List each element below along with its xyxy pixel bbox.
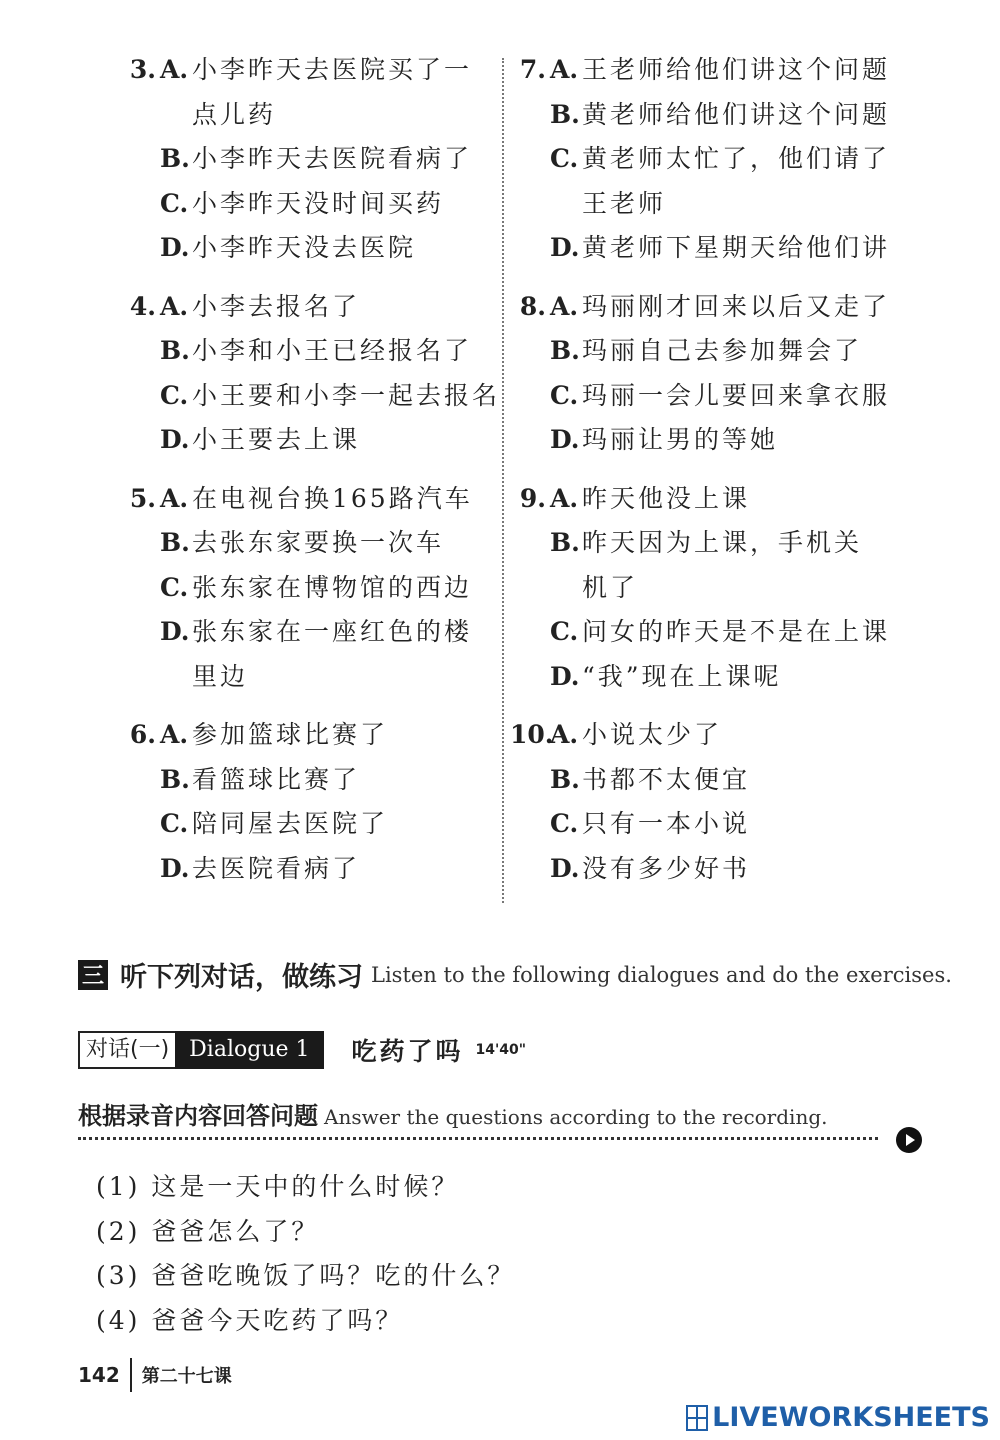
question-number: 9. <box>519 483 546 513</box>
option-letter: B. <box>160 764 190 794</box>
option-text: 小李和小王已经报名了 <box>192 336 473 365</box>
option-text: 小李昨天去医院看病了 <box>192 144 473 173</box>
dialogue-timestamp: 14'40" <box>475 1042 527 1058</box>
option-letter: B. <box>160 528 190 557</box>
option-letter: A. <box>160 720 189 749</box>
play-icon[interactable] <box>896 1127 922 1153</box>
option-text: 黄老师给他们讲这个问题 <box>582 99 891 129</box>
section-title-en: Listen to the following dialogues and do the exercises. <box>371 962 952 987</box>
option-text: 黄老师下星期天给他们讲 <box>582 233 891 262</box>
option-letter: D. <box>160 617 190 646</box>
option-letter: A. <box>550 291 579 321</box>
option-text: 小李去报名了 <box>192 291 361 321</box>
list-item: (3) 爸爸吃晚饭了吗？吃的什么？ <box>96 1261 516 1290</box>
option-text-continued: 里边 <box>192 661 249 691</box>
option-letter: D. <box>160 853 190 883</box>
option-letter: C. <box>160 809 189 838</box>
liveworksheets-logo-icon <box>686 1405 708 1431</box>
option-text: 玛丽一会儿要回来拿衣服 <box>582 380 891 410</box>
option-letter: D. <box>550 425 580 454</box>
question-list <box>96 1165 515 1343</box>
question-number: 6. <box>129 720 156 749</box>
question-8 <box>510 285 940 463</box>
question-9 <box>510 477 940 700</box>
option-letter: C. <box>550 380 579 410</box>
option-letter: C. <box>160 380 189 410</box>
option-text: 玛丽让男的等她 <box>582 425 779 454</box>
dotted-divider <box>78 1137 878 1140</box>
option-text: 小王要去上课 <box>192 425 361 454</box>
question-7 <box>510 48 940 271</box>
option-text: 玛丽自己去参加舞会了 <box>582 336 863 365</box>
option-letter: B. <box>550 528 580 557</box>
section-badge: 三 <box>78 960 108 990</box>
instruction <box>78 1096 828 1131</box>
left-question-column <box>120 48 500 905</box>
option-text-continued: 点儿药 <box>192 99 277 129</box>
option-text-continued: 机了 <box>582 572 639 602</box>
question-3 <box>120 48 500 271</box>
option-letter: B. <box>160 336 190 365</box>
option-text: 陪同屋去医院了 <box>192 809 389 838</box>
option-letter: D. <box>160 233 190 262</box>
dialogue-header <box>78 1031 526 1069</box>
option-letter: B. <box>550 336 580 365</box>
list-item: (1) 这是一天中的什么时候？ <box>96 1172 460 1201</box>
option-letter: D. <box>550 233 580 262</box>
lesson-label: 第二十七课 <box>141 1366 232 1387</box>
column-divider <box>502 58 504 903</box>
option-text: 小李昨天没时间买药 <box>192 188 445 218</box>
option-letter: B. <box>160 144 190 173</box>
question-5 <box>120 477 500 700</box>
option-letter: C. <box>550 809 579 838</box>
question-number: 3. <box>129 55 156 84</box>
option-text: 小李昨天去医院买了一 <box>192 55 473 84</box>
page-footer <box>78 1358 232 1392</box>
option-text-continued: 王老师 <box>582 188 667 218</box>
right-question-column <box>510 48 940 905</box>
dialogue-title: 吃药了吗 <box>351 1037 464 1066</box>
option-text: 书都不太便宜 <box>582 764 751 794</box>
brand-name: LIVEWORKSHEETS <box>712 1402 990 1433</box>
instruction-en: Answer the questions according to the recording. <box>324 1105 828 1129</box>
list-item: (2) 爸爸怎么了？ <box>96 1216 320 1246</box>
question-number: 10. <box>510 720 554 749</box>
option-letter: A. <box>550 55 579 84</box>
option-text: 张东家在博物馆的西边 <box>192 572 473 602</box>
option-text: 没有多少好书 <box>582 853 751 883</box>
option-letter: D. <box>550 853 580 883</box>
option-text: 王老师给他们讲这个问题 <box>582 55 891 84</box>
option-text: “我”现在上课呢 <box>582 661 782 691</box>
option-letter: C. <box>550 144 579 173</box>
instruction-zh: 根据录音内容回答问题 <box>78 1102 318 1130</box>
option-text: 只有一本小说 <box>582 809 751 838</box>
option-letter: C. <box>160 188 189 218</box>
question-number: 5. <box>129 483 156 513</box>
section-heading <box>78 955 952 994</box>
option-letter: A. <box>550 720 579 749</box>
option-text: 看篮球比赛了 <box>192 764 361 794</box>
option-text: 小王要和小李一起去报名 <box>192 380 501 410</box>
option-text: 参加篮球比赛了 <box>192 720 389 749</box>
option-text: 小李昨天没去医院 <box>192 233 417 262</box>
option-letter: B. <box>550 99 580 129</box>
option-letter: D. <box>160 425 190 454</box>
option-text: 昨天他没上课 <box>582 483 751 513</box>
footer-divider <box>130 1358 132 1392</box>
brand-watermark[interactable] <box>686 1402 990 1433</box>
section-title-zh: 听下列对话，做练习 <box>120 962 363 993</box>
option-letter: A. <box>160 55 189 84</box>
question-number: 7. <box>519 55 546 84</box>
question-number: 4. <box>129 291 156 321</box>
dialogue-label-en: Dialogue 1 <box>175 1031 323 1069</box>
option-letter: C. <box>550 617 579 646</box>
option-letter: C. <box>160 572 189 602</box>
option-text: 张东家在一座红色的楼 <box>192 617 473 646</box>
dialogue-label-zh: 对话(一) <box>78 1031 175 1069</box>
question-6 <box>120 713 500 891</box>
page-number: 142 <box>78 1363 120 1387</box>
option-text: 去张东家要换一次车 <box>192 528 445 557</box>
option-text: 昨天因为上课，手机关 <box>582 528 863 557</box>
option-text: 去医院看病了 <box>192 853 361 883</box>
option-letter: A. <box>550 483 579 513</box>
question-4 <box>120 285 500 463</box>
option-text: 玛丽刚才回来以后又走了 <box>582 291 891 321</box>
option-text: 问女的昨天是不是在上课 <box>582 617 891 646</box>
option-letter: A. <box>160 483 189 513</box>
option-text: 黄老师太忙了，他们请了 <box>582 144 891 173</box>
option-letter: B. <box>550 764 580 794</box>
question-10 <box>510 713 940 891</box>
option-text: 小说太少了 <box>582 720 723 749</box>
option-letter: D. <box>550 661 580 691</box>
option-text: 在电视台换165路汽车 <box>192 483 473 513</box>
option-letter: A. <box>160 291 189 321</box>
question-number: 8. <box>519 291 546 321</box>
list-item: (4) 爸爸今天吃药了吗？ <box>96 1305 404 1335</box>
